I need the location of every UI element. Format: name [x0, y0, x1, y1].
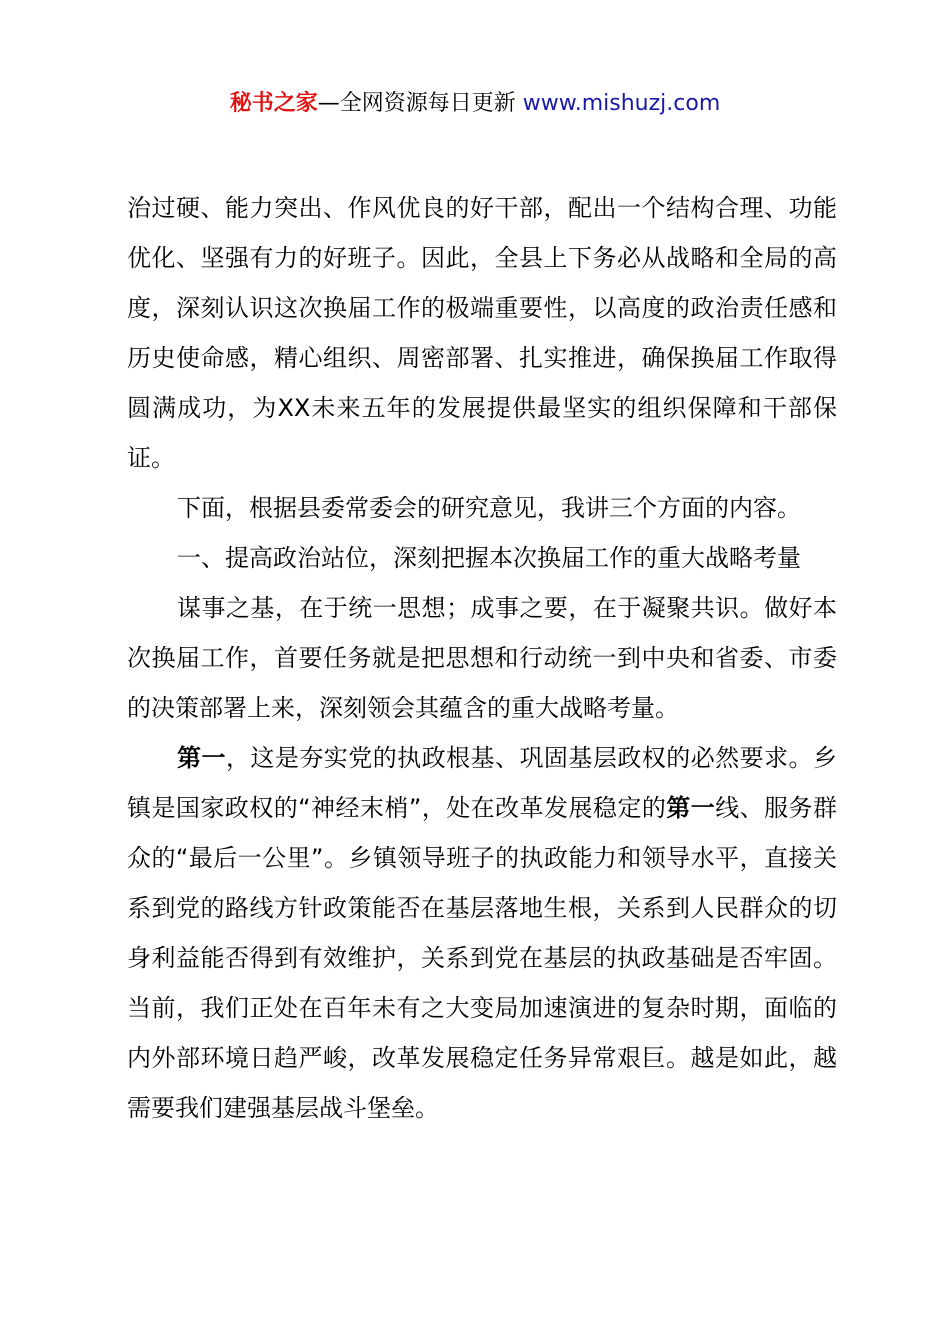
inline-bold-first: 第一: [666, 794, 716, 822]
section-heading-1: 一、提高政治站位，深刻把握本次换届工作的重大战略考量: [177, 544, 801, 572]
point-1-text-b: 线、服务群众的“最后一公里”。乡镇领导班子的执政能力和领导水平，直接关系到党的路线方针政策能否在基层落地生根，关系到人民群众的切身利益能否得到有效维护，关系到党在基层的执政基础是否牢固。当前，我们正处在百年未有之大变局加速演进的复杂时期，面临的内外部环境日趋严峻，改革发展稳定任务异常艰巨。越是如此，越需要我们建强基层战斗堡垒。: [127, 794, 837, 1122]
paragraph-section-1-intro: 谋事之基，在于统一思想；成事之要，在于凝聚共识。做好本次换届工作，首要任务就是把思想和行动统一到中央和省委、市委的决策部署上来，深刻领会其蕴含的重大战略考量。: [127, 594, 837, 722]
site-url-link[interactable]: www.mishuzj.com: [522, 91, 721, 116]
point-label-first: 第一: [177, 744, 226, 772]
brand-name: 秘书之家: [229, 91, 318, 116]
paragraph-intro: 下面，根据县委常委会的研究意见，我讲三个方面的内容。: [177, 494, 801, 522]
document-body: [127, 183, 837, 1133]
paragraph-continuation: 治过硬、能力突出、作风优良的好干部，配出一个结构合理、功能优化、坚强有力的好班子。因此，全县上下务必从战略和全局的高度，深刻认识这次换届工作的极端重要性，以高度的政治责任感和历史使命感，精心组织、周密部署、扎实推进，确保换届工作取得圆满成功，为XX未来五年的发展提供最坚实的组织保障和干部保证。: [127, 194, 837, 472]
header-tagline: —全网资源每日更新: [317, 91, 523, 116]
point-1-text-a: ，这是夯实党的执政根基、巩固基层政权的必然要求。乡镇是国家政权的“神经末梢”，处在改革发展稳定的: [127, 744, 838, 822]
paragraph-point-1: [127, 733, 837, 1133]
page-header: [0, 88, 950, 120]
